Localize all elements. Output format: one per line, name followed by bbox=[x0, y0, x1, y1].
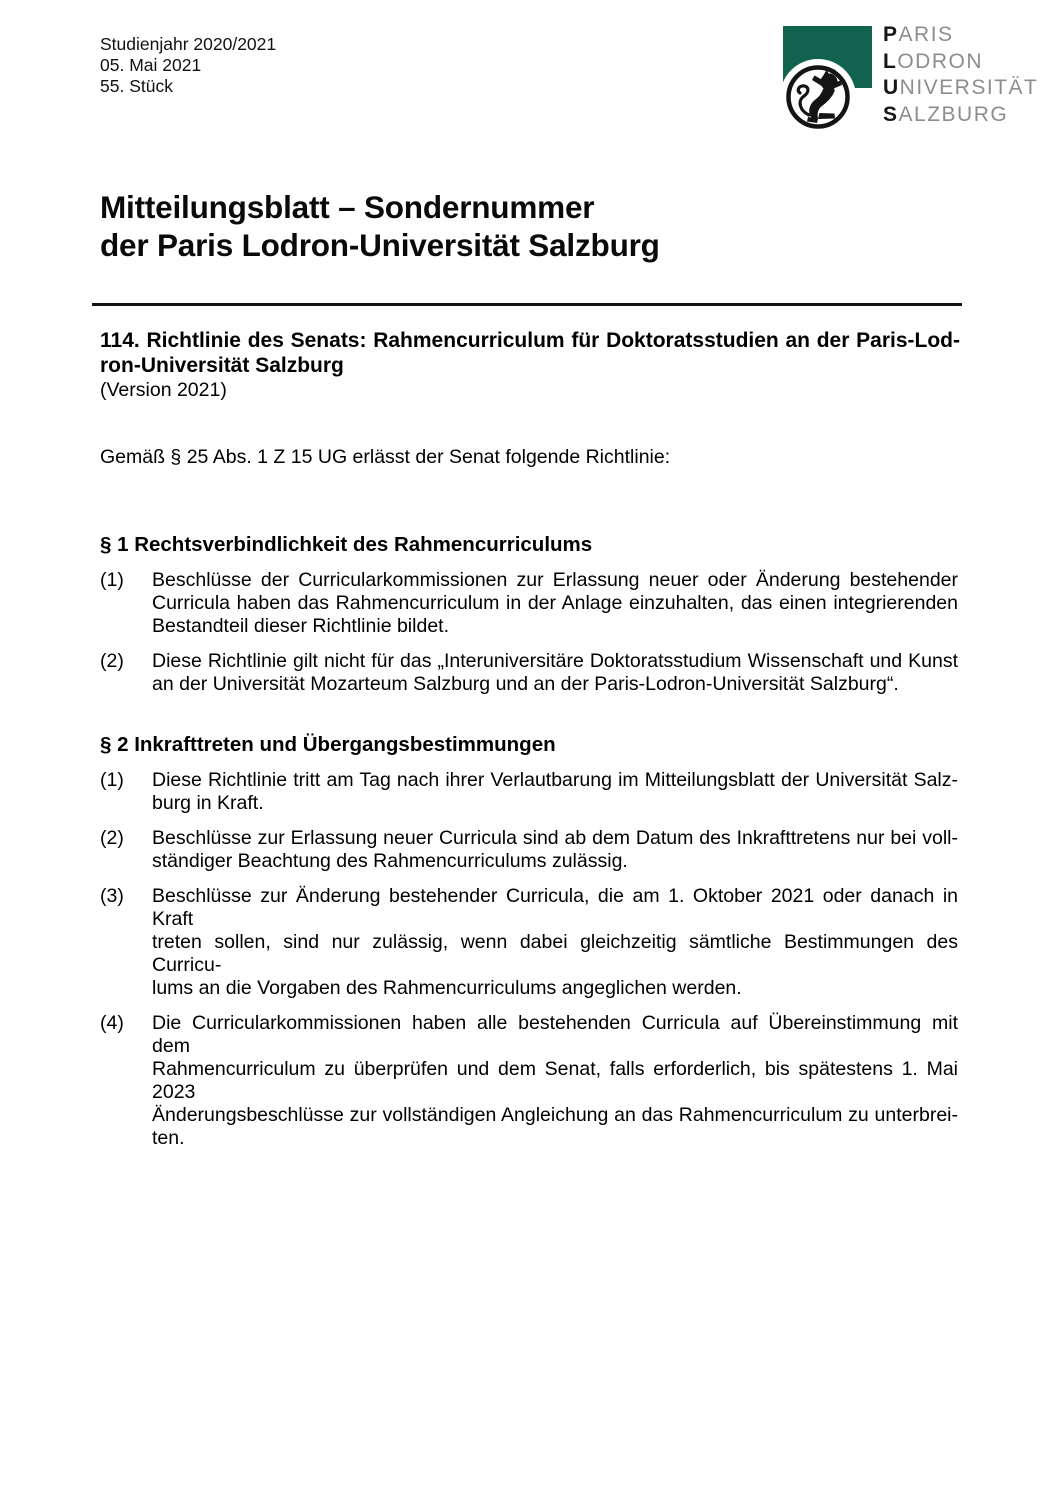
page-title-line: der Paris Lodron-Universität Salzburg bbox=[100, 227, 660, 263]
item-line: Bestandteil dieser Richtlinie bildet. bbox=[152, 615, 449, 637]
item-text bbox=[152, 569, 958, 638]
section-2 bbox=[100, 733, 962, 1150]
list-item bbox=[100, 827, 962, 873]
item-number: (1) bbox=[100, 769, 124, 791]
wordmark-rest: ALZBURG bbox=[898, 102, 1009, 126]
item-number: (4) bbox=[100, 1012, 124, 1034]
issue-number: 55. Stück bbox=[100, 76, 173, 96]
divider-rule bbox=[92, 303, 962, 306]
wordmark-rest: ARIS bbox=[898, 23, 954, 46]
section-1 bbox=[100, 533, 962, 696]
sections bbox=[100, 533, 962, 1150]
wordmark-line bbox=[883, 75, 1038, 102]
item-text bbox=[152, 769, 958, 815]
page-title-line: Mitteilungsblatt – Sondernummer bbox=[100, 189, 595, 225]
item-line: lums an die Vorgaben des Rahmencurriculums angeglichen werden. bbox=[152, 977, 742, 999]
decree-heading-line: 114. Richtlinie des Senats: Rahmencurriculum für Doktoratsstudien an der Paris-Lod- bbox=[100, 329, 960, 352]
wordmark-line bbox=[883, 22, 1038, 49]
decree-heading-block bbox=[100, 328, 960, 403]
list-item bbox=[100, 885, 962, 1000]
wordmark-rest: ODRON bbox=[897, 49, 983, 73]
item-text bbox=[152, 1012, 958, 1150]
study-year: Studienjahr 2020/2021 bbox=[100, 34, 277, 54]
decree-heading-lines bbox=[100, 328, 960, 378]
item-number: (3) bbox=[100, 885, 124, 907]
list-item bbox=[100, 569, 962, 638]
section-heading: § 2 Inkrafttreten und Übergangsbestimmungen bbox=[100, 733, 556, 756]
item-number: (1) bbox=[100, 569, 124, 591]
item-line: ständiger Beachtung des Rahmencurriculums zulässig. bbox=[152, 850, 628, 872]
item-line: Änderungsbeschlüsse zur vollständigen Angleichung an das Rahmencurriculum zu unterbrei- bbox=[152, 1104, 958, 1126]
item-number: (2) bbox=[100, 827, 124, 849]
list-item bbox=[100, 769, 962, 815]
decree-heading-line: ron-Universität Salzburg bbox=[100, 354, 344, 377]
wordmark-initial: U bbox=[883, 76, 900, 99]
section-heading: § 1 Rechtsverbindlichkeit des Rahmencurriculums bbox=[100, 533, 593, 556]
item-line: burg in Kraft. bbox=[152, 792, 264, 814]
item-line: Beschlüsse zur Änderung bestehender Curricula, die am 1. Oktober 2021 oder danach in Kraft bbox=[152, 885, 958, 930]
item-line: an der Universität Mozarteum Salzburg und an der Paris-Lodron-Universität Salzburg“. bbox=[152, 673, 899, 695]
issue-meta bbox=[100, 34, 276, 97]
wordmark-line bbox=[883, 49, 1038, 76]
decree-intro: Gemäß § 25 Abs. 1 Z 15 UG erlässt der Senat folgende Richtlinie: bbox=[100, 446, 671, 468]
item-line: Curricula haben das Rahmencurriculum in der Anlage einzuhalten, das einen integrierenden bbox=[152, 592, 958, 614]
lion-crest-icon bbox=[778, 57, 858, 137]
item-line: Diese Richtlinie tritt am Tag nach ihrer Verlautbarung im Mitteilungsblatt der Universität Salz- bbox=[152, 769, 958, 791]
issue-date: 05. Mai 2021 bbox=[100, 55, 202, 75]
item-line: treten sollen, sind nur zulässig, wenn dabei gleichzeitig sämtliche Bestimmungen des Curricu- bbox=[152, 931, 958, 976]
list-item bbox=[100, 1012, 962, 1150]
page-title bbox=[100, 188, 660, 264]
item-text bbox=[152, 650, 958, 696]
wordmark-initial: S bbox=[883, 102, 899, 126]
decree-version: (Version 2021) bbox=[100, 379, 227, 401]
item-line: Diese Richtlinie gilt nicht für das „Interuniversitäre Doktoratsstudium Wissenschaft und Kunst bbox=[152, 650, 958, 672]
wordmark-initial: P bbox=[883, 23, 899, 46]
item-line: Beschlüsse der Curricularkommissionen zur Erlassung neuer oder Änderung bestehender bbox=[152, 569, 958, 591]
list-item bbox=[100, 650, 962, 696]
logo-wordmark bbox=[883, 22, 1038, 128]
university-logo bbox=[783, 26, 872, 88]
item-text bbox=[152, 827, 958, 873]
item-line: Beschlüsse zur Erlassung neuer Curricula sind ab dem Datum des Inkrafttretens nur bei voll- bbox=[152, 827, 958, 849]
wordmark-line bbox=[883, 102, 1038, 129]
wordmark-rest: NIVERSITÄT bbox=[899, 76, 1039, 99]
item-number: (2) bbox=[100, 650, 124, 672]
item-line: ten. bbox=[152, 1127, 185, 1149]
item-text bbox=[152, 885, 958, 1000]
wordmark-initial: L bbox=[883, 49, 898, 73]
item-line: Die Curricularkommissionen haben alle bestehenden Curricula auf Übereinstimmung mit dem bbox=[152, 1012, 958, 1057]
item-line: Rahmencurriculum zu überprüfen und dem Senat, falls erforderlich, bis spätestens 1. Mai 2023 bbox=[152, 1058, 958, 1103]
